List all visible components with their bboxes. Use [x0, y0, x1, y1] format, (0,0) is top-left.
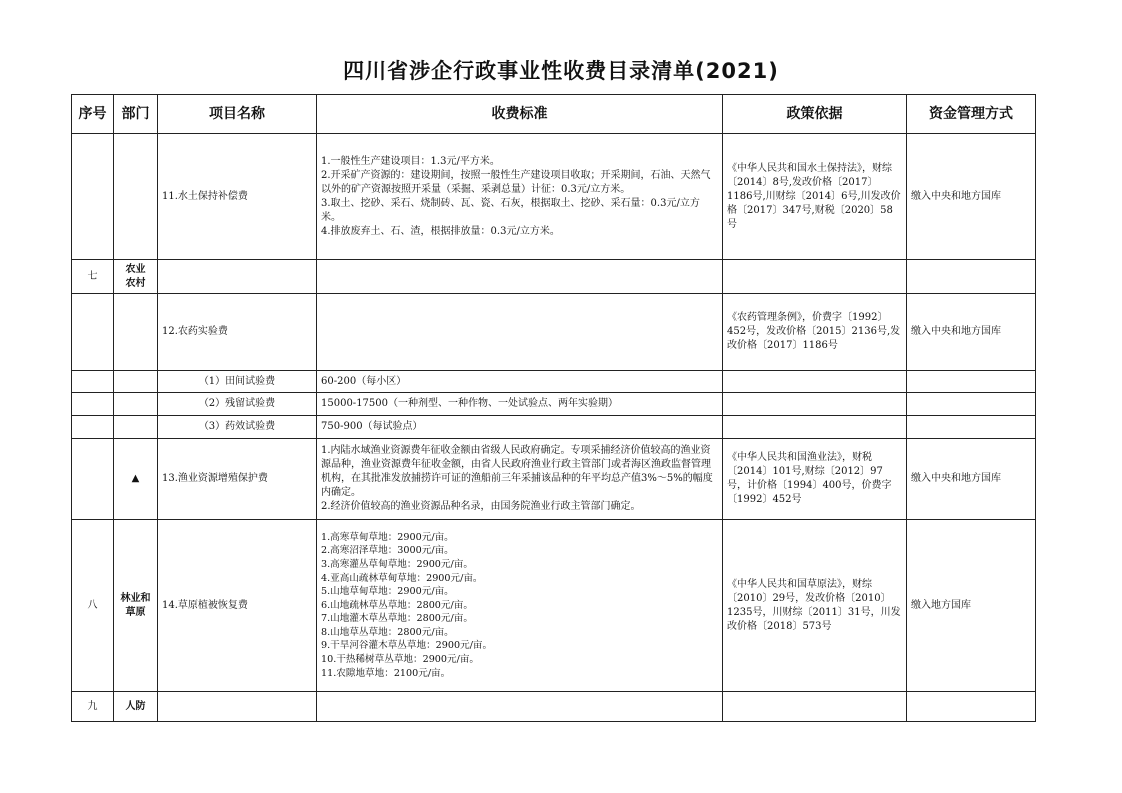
item-name: 13.渔业资源增殖保护费 [158, 439, 317, 520]
item-name: 12.农药实验费 [158, 294, 317, 371]
table-row [72, 371, 1036, 393]
policy-basis [723, 692, 907, 722]
fund-method: 缴入中央和地方国库 [907, 439, 1036, 520]
fee-standard: 750-900（每试验点） [317, 416, 723, 439]
seq-cell [72, 371, 114, 393]
header-policy: 政策依据 [723, 95, 907, 134]
table-row [72, 294, 1036, 371]
sub-item-name: （3）药效试验费 [158, 416, 317, 439]
fee-standard [317, 260, 723, 294]
fund-method: 缴入中央和地方国库 [907, 134, 1036, 260]
fund-method [907, 393, 1036, 416]
policy-basis [723, 371, 907, 393]
section-number: 七 [72, 260, 114, 294]
fund-method [907, 416, 1036, 439]
seq-cell [72, 393, 114, 416]
fund-method [907, 371, 1036, 393]
dept-cell [114, 134, 158, 260]
section-row [72, 692, 1036, 722]
header-fund: 资金管理方式 [907, 95, 1036, 134]
item-name [158, 260, 317, 294]
item-name: 14.草原植被恢复费 [158, 520, 317, 692]
fee-standard [317, 294, 723, 371]
section-number: 九 [72, 692, 114, 722]
seq-cell [72, 134, 114, 260]
fee-standard: 15000-17500（一种剂型、一种作物、一处试验点、两年实验期） [317, 393, 723, 416]
page-title: 四川省涉企行政事业性收费目录清单(2021) [343, 59, 779, 83]
policy-basis: 《农药管理条例》，价费字〔1992〕452号，发改价格〔2015〕2136号,发改价格〔2017〕1186号 [723, 294, 907, 371]
dept-cell [114, 416, 158, 439]
item-name: 11.水土保持补偿费 [158, 134, 317, 260]
dept-cell [114, 294, 158, 371]
dept-cell [114, 371, 158, 393]
header-item: 项目名称 [158, 95, 317, 134]
fund-method [907, 692, 1036, 722]
seq-cell [72, 416, 114, 439]
section-row [72, 260, 1036, 294]
fee-standard: 1.一般性生产建设项目：1.3元/平方米。 2.开采矿产资源的：建设期间，按照一般性生产建设项目收取；开采期间，石油、天然气以外的矿产资源按照开采量（采掘、采剥总量）计征：0.3元/立方米。 3.取土、挖砂、采石、烧制砖、瓦、瓷、石灰，根据取土、挖砂、采石量：0.3元/立方米。 4.排放废弃土、石、渣，根据排放量：0.3元/立方米。 [317, 134, 723, 260]
policy-basis [723, 416, 907, 439]
fee-table [71, 94, 1036, 722]
fund-method [907, 260, 1036, 294]
fund-method: 缴入中央和地方国库 [907, 294, 1036, 371]
fee-standard: 60-200（每小区） [317, 371, 723, 393]
section-row [72, 520, 1036, 692]
table-row [72, 393, 1036, 416]
policy-basis: 《中华人民共和国水土保持法》，财综〔2014〕8号,发改价格〔2017〕1186号,川财综〔2014〕6号,川发改价格〔2017〕347号,财税〔2020〕58号 [723, 134, 907, 260]
header-standard: 收费标准 [317, 95, 723, 134]
section-dept: 农业 农村 [114, 260, 158, 294]
table-header-row [72, 95, 1036, 134]
seq-cell [72, 294, 114, 371]
header-dept: 部门 [114, 95, 158, 134]
dept-cell [114, 393, 158, 416]
policy-basis: 《中华人民共和国草原法》，财综〔2010〕29号，发改价格〔2010〕1235号，川财综〔2011〕31号，川发改价格〔2018〕573号 [723, 520, 907, 692]
table-row [72, 439, 1036, 520]
fee-standard: 1.高寒草甸草地：2900元/亩。 2.高寒沼泽草地：3000元/亩。 3.高寒灌丛草甸草地：2900元/亩。 4.亚高山疏林草甸草地：2900元/亩。 5.山地草甸草地：2900元/亩。 6.山地疏林草丛草地：2800元/亩。 7.山地灌木草丛草地：2800元/亩。 8.山地草丛草地：2800元/亩。 9.干旱河谷灌木草丛草地：2900元/亩。 10.干热稀树草丛草地：2900元/亩。 11.农隙地草地：2100元/亩。 [317, 520, 723, 692]
sub-item-name: （2）残留试验费 [158, 393, 317, 416]
table-row [72, 134, 1036, 260]
section-number: 八 [72, 520, 114, 692]
table-row [72, 416, 1036, 439]
triangle-mark: ▲ [114, 439, 158, 520]
fee-standard: 1.内陆水域渔业资源费年征收金额由省级人民政府确定。专项采捕经济价值较高的渔业资源品种，渔业资源费年征收金额，由省人民政府渔业行政主管部门或者海区渔政监督管理机构，在其批准发放捕捞许可证的渔船前三年采捕该品种的年平均总产值3%～5%的幅度内确定。 2.经济价值较高的渔业资源品种名录，由国务院渔业行政主管部门确定。 [317, 439, 723, 520]
sub-item-name: （1）田间试验费 [158, 371, 317, 393]
seq-cell [72, 439, 114, 520]
policy-basis [723, 393, 907, 416]
section-dept: 人防 [114, 692, 158, 722]
section-dept: 林业和 草原 [114, 520, 158, 692]
item-name [158, 692, 317, 722]
fund-method: 缴入地方国库 [907, 520, 1036, 692]
policy-basis [723, 260, 907, 294]
header-seq: 序号 [72, 95, 114, 134]
fee-standard [317, 692, 723, 722]
policy-basis: 《中华人民共和国渔业法》，财税〔2014〕101号,财综〔2012〕97号，计价格〔1994〕400号，价费字〔1992〕452号 [723, 439, 907, 520]
